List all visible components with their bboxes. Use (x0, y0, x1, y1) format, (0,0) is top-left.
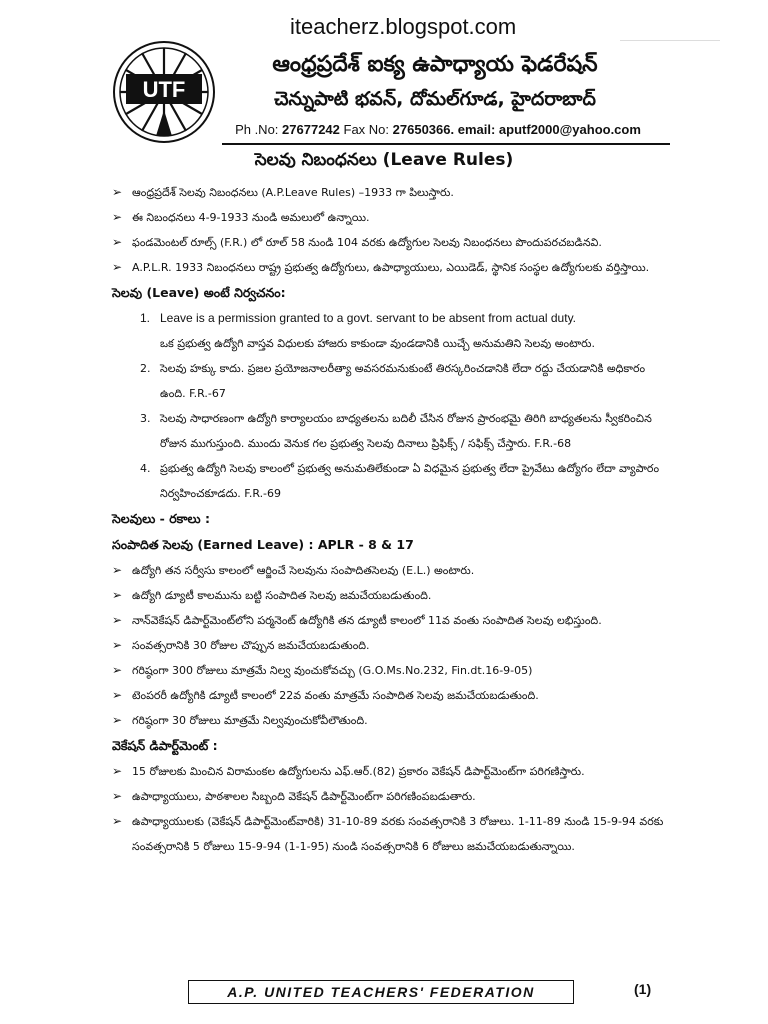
item-number: 2. (140, 362, 151, 375)
header-rule (222, 143, 670, 145)
definition-heading: సెలవు (Leave) అంటే నిర్వచనం: (112, 285, 286, 300)
list-item: ➢ గరిష్ఠంగా 30 రోజులు మాత్రమే నిల్వవుంచుకోవీలౌతుంది. (112, 708, 672, 733)
utf-logo (112, 40, 216, 144)
list-item: ➢ గరిష్ఠంగా 300 రోజులు మాత్రమే నిల్వ వుంచుకోవచ్చు (G.O.Ms.No.232, Fin.dt.16-9-05) (112, 658, 672, 683)
list-item: ➢ ఉద్యోగి తన సర్వీసు కాలంలో ఆర్జించే సెలవును సంపాదితసెలవు (E.L.) అంటారు. (112, 558, 672, 583)
vacation-dept-heading: వెకేషన్ డిపార్ట్‌మెంట్ : (112, 738, 218, 753)
item-subtext: ఒక ప్రభుత్వ ఉద్యోగి వాస్తవ విధులకు హాజరు కాకుండా వుండడానికి యిచ్చే అనుమతిని సెలవు అంటారు. (160, 337, 595, 350)
list-item: ➢ ఈ నిబంధనలు 4-9-1933 నుండి అమలులో ఉన్నాయి. (112, 205, 672, 230)
header-line (620, 40, 720, 41)
org-contact (228, 122, 648, 137)
phone-label: Ph .No: (235, 122, 279, 137)
item-text: సెలవు సాధారణంగా ఉద్యోగి కార్యాలయం బాధ్యతలను బదిలీ చేసిన రోజున ప్రారంభమై తిరిగి బాధ్యతలను స్వీకరించిన రోజున ముగుస్తుంది. ముందు వెనుక గల ప్రభుత్వ సెలవు దినాలు ప్రిఫిక్స్ / సఫిక్స్ చేస్తారు. F.R.-68 (160, 412, 652, 450)
list-item: ➢ టెంపరరీ ఉద్యోగికి డ్యూటీ కాలంలో 22వ వంతు మాత్రమే సంపాదిత సెలవు జమచేయబడుతుంది. (112, 683, 672, 708)
numbered-item (140, 306, 672, 331)
item-number: 4. (140, 462, 151, 475)
list-item: ➢ ఫండమెంటల్ రూల్స్ (F.R.) లో రూల్ 58 నుండి 104 వరకు ఉద్యోగుల సెలవు నిబంధనలు పొందుపరచబడినవి. (112, 230, 672, 255)
org-address: చెన్నుపాటి భవన్, దోమల్‌గూడ, హైదరాబాద్ (274, 88, 596, 110)
list-item: ➢ A.P.L.R. 1933 నిబంధనలు రాష్ట్ర ప్రభుత్వ ఉద్యోగులు, ఉపాధ్యాయులు, ఎయిడెడ్, స్థానిక సంస్థల ఉద్యోగులకు వర్తిస్తాయి. (112, 255, 672, 280)
email-label: . email: (450, 122, 496, 137)
earned-leave-heading: సంపాదిత సెలవు (Earned Leave) : APLR - 8 & 17 (112, 537, 414, 552)
item-text: సెలవు హక్కు కాదు. ప్రజల ప్రయోజనాలరీత్యా అవసరమనుకుంటే తిరస్కరించడానికి లేదా రద్దు చేయడానికి అధికారం ఉంది. F.R.-67 (160, 362, 646, 400)
footer-org: A.P. UNITED TEACHERS' FEDERATION (188, 980, 574, 1004)
list-item: ➢ ఉపాధ్యాయులకు (వెకేషన్ డిపార్ట్‌మెంట్‌వారికి) 31-10-89 వరకు సంవత్సరానికి 3 రోజులు. 1-11-89 నుండి 15-9-94 వరకు సంవత్సరానికి 5 రోజులు 15-9-94 (1-1-95) నుండి సంవత్సరానికి 6 రోజులు జమచేయబడుతున్నాయి. (112, 809, 672, 859)
org-name: ఆంధ్రప్రదేశ్ ఐక్య ఉపాధ్యాయ ఫెడరేషన్ (272, 52, 598, 77)
item-number: 3. (140, 412, 151, 425)
list-item: ➢ నాన్‌వెకేషన్ డిపార్ట్‌మెంట్‌లోని పర్మనెంట్ ఉద్యోగికి తన డ్యూటీ కాలంలో 11వ వంతు సంపాదిత సెలవు లభిస్తుంది. (112, 608, 672, 633)
list-item: ➢ ఆంధ్రప్రదేశ్ సెలవు నిబంధనలు (A.P.Leave Rules) –1933 గా పిలుస్తారు. (112, 180, 672, 205)
site-url: iteacherz.blogspot.com (290, 14, 517, 39)
list-item: ➢ ఉద్యోగి డ్యూటీ కాలమును బట్టి సంపాదిత సెలవు జమచేయబడుతుంది. (112, 583, 672, 608)
content (112, 180, 672, 859)
numbered-item (140, 456, 672, 506)
types-heading: సెలవులు - రకాలు : (112, 511, 210, 526)
numbered-item (140, 406, 672, 456)
email: aputf2000@yahoo.com (498, 122, 641, 137)
list-item: ➢ సంవత్సరానికి 30 రోజుల చొప్పున జమచేయబడుతుంది. (112, 633, 672, 658)
item-text: Leave is a permission granted to a govt. servant to be absent from actual duty. (160, 311, 577, 325)
page-title: సెలవు నిబంధనలు (Leave Rules) (254, 150, 514, 170)
fax-label: Fax No: (343, 122, 390, 137)
item-number: 1. (140, 311, 151, 325)
logo-text: UTF (142, 77, 186, 102)
list-item: ➢ 15 రోజులకు మించిన విరామంకల ఉద్యోగులను ఎఫ్.ఆర్.(82) ప్రకారం వెకేషన్ డిపార్ట్‌మెంట్‌గా పరిగణిస్తారు. (112, 759, 672, 784)
list-item: ➢ ఉపాధ్యాయులు, పాఠశాలల సిబ్బంది వెకేషన్ డిపార్ట్‌మెంట్‌గా పరిగణింపబడుతారు. (112, 784, 672, 809)
item-text: ప్రభుత్వ ఉద్యోగి సెలవు కాలంలో ప్రభుత్వ అనుమతిలేకుండా ఏ విధమైన ప్రభుత్వ లేదా ప్రైవేటు ఉద్యోగం లేదా వ్యాపారం నిర్వహించకూడదు. F.R.-69 (160, 462, 660, 500)
phone: 27677242 (282, 122, 340, 137)
page-number: (1) (634, 981, 652, 997)
numbered-item (140, 356, 672, 406)
fax: 27650366 (392, 122, 451, 137)
